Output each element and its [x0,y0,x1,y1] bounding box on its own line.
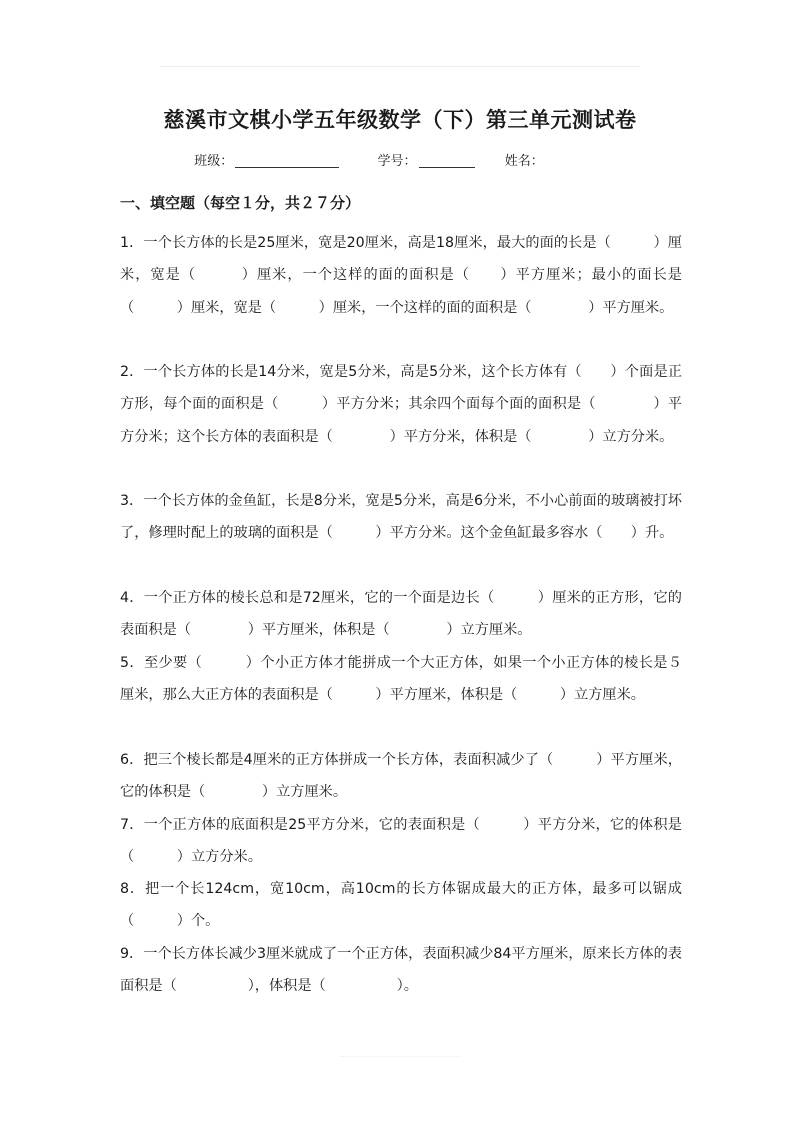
header-rule [160,66,640,67]
class-label: 班级： [194,154,234,169]
name-field[interactable] [546,153,606,168]
question-4: 4．一个正方体的棱长总和是72厘米，它的一个面是边长（ ）厘米的正方形，它的表面积是（ ）平方厘米，体积是（ ）立方厘米。 [120,590,682,639]
question-5: 5．至少要（ ）个小正方体才能拼成一个大正方体，如果一个小正方体的棱长是５厘米，那么大正方体的表面积是（ ）平方厘米，体积是（ ）立方厘米。 [120,655,682,704]
page-title: 慈溪市文棋小学五年级数学（下）第三单元测试卷 [163,108,637,132]
question-8: 8．把一个长124cm，宽10cm，高10cm的长方体锯成最大的正方体，最多可以锯成（ ）个。 [120,881,682,930]
question-2: 2．一个长方体的长是14分米，宽是5分米，高是5分米，这个长方体有（ ）个面是正方形，每个面的面积是（ ）平方分米；其余四个面每个面的面积是（ ）平方分米；这个长方体的表面积是（ ）平方分米，体积是（ ）立方分米。 [120,364,682,445]
question-3: 3．一个长方体的金鱼缸，长是8分米，宽是5分米，高是6分米，不小心前面的玻璃被打坏了，修理时配上的玻璃的面积是（ ）平方分米。这个金鱼缸最多容水（ ）升。 [120,493,682,542]
name-label: 姓名： [504,154,544,169]
question-7: 7．一个正方体的底面积是25平方分米，它的表面积是（ ）平方分米，它的体积是（ ）立方分米。 [120,817,682,866]
class-field[interactable] [235,153,339,168]
student-number-field[interactable] [419,153,475,168]
question-9: 9．一个长方体长减少3厘米就成了一个正方体，表面积减少84平方厘米，原来长方体的表面积是（ ），体积是（ ）。 [120,946,682,995]
student-info-row [0,150,800,169]
question-1: 1．一个长方体的长是25厘米，宽是20厘米，高是18厘米，最大的面的长是（ ）厘米，宽是（ ）厘米，一个这样的面的面积是（ ）平方厘米；最小的面长是（ ）厘米，宽是（ ）厘米，一个这样的面的面积是（ ）平方厘米。 [120,235,682,316]
student-number-label: 学号： [377,154,417,169]
section-heading-fill-blank: 一、填空题（每空１分，共２７分） [120,194,361,212]
question-6: 6．把三个棱长都是4厘米的正方体拼成一个长方体，表面积减少了（ ）平方厘米，它的体积是（ ）立方厘米。 [120,752,682,801]
footer-mark [340,1056,460,1057]
